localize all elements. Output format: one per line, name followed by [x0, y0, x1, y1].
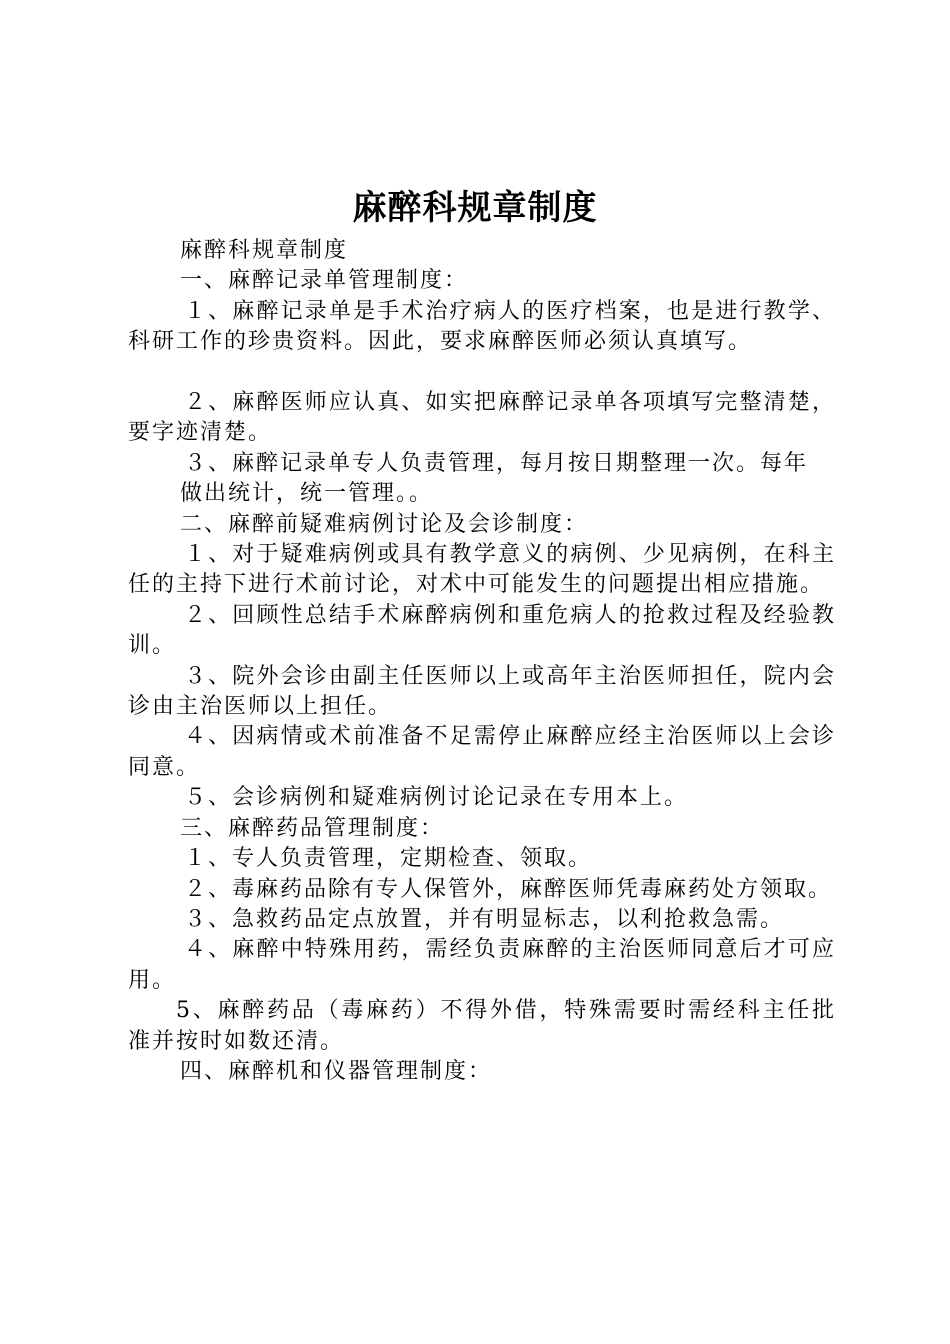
section-heading-1: 一、麻醉记录单管理制度： [180, 268, 469, 294]
section-heading-4: 四、麻醉机和仪器管理制度： [180, 1058, 493, 1084]
paragraph: ３、麻醉记录单专人负责管理，每月按日期整理一次。每年 [184, 450, 809, 476]
paragraph: ４、麻醉中特殊用药，需经负责麻醉的主治医师同意后才可应用。 [128, 937, 836, 993]
paragraph: ４、因病情或术前准备不足需停止麻醉应经主治医师以上会诊同意。 [128, 724, 836, 780]
paragraph: ２、麻醉医师应认真、如实把麻醉记录单各项填写完整清楚，要字迹清楚。 [128, 390, 836, 446]
paragraph: 做出统计，统一管理。。 [180, 481, 434, 507]
blank-line [128, 358, 836, 388]
section-heading-3: 三、麻醉药品管理制度： [180, 815, 445, 841]
paragraph: ３、院外会诊由副主任医师以上或高年主治医师担任，院内会诊由主治医师以上担任。 [128, 663, 836, 720]
paragraph: ２、毒麻药品除有专人保管外，麻醉医师凭毒麻药处方领取。 [184, 876, 833, 902]
paragraph: １、麻醉记录单是手术治疗病人的医疗档案，也是进行教学、科研工作的珍贵资料。因此，要求麻醉医师必须认真填写。 [128, 298, 836, 355]
paragraph: １、对于疑难病例或具有教学意义的病例、少见病例，在科主任的主持下进行术前讨论，对术中可能发生的问题提出相应措施。 [128, 542, 836, 598]
document-title: 麻醉科规章制度 [352, 188, 598, 228]
section-heading-2: 二、麻醉前疑难病例讨论及会诊制度： [180, 511, 589, 537]
document-body [128, 236, 836, 1087]
paragraph: １、专人负责管理，定期检查、领取。 [184, 846, 593, 872]
paragraph: ３、急救药品定点放置，并有明显标志，以利抢救急需。 [184, 906, 785, 932]
paragraph: ２、回顾性总结手术麻醉病例和重危病人的抢救过程及经验教训。 [128, 602, 836, 659]
paragraph-heading: 麻醉科规章制度 [180, 238, 349, 263]
paragraph: ５、会诊病例和疑难病例讨论记录在专用本上。 [184, 785, 689, 811]
paragraph: 5、麻醉药品（毒麻药）不得外借，特殊需要时需经科主任批准并按时如数还清。 [128, 998, 836, 1054]
